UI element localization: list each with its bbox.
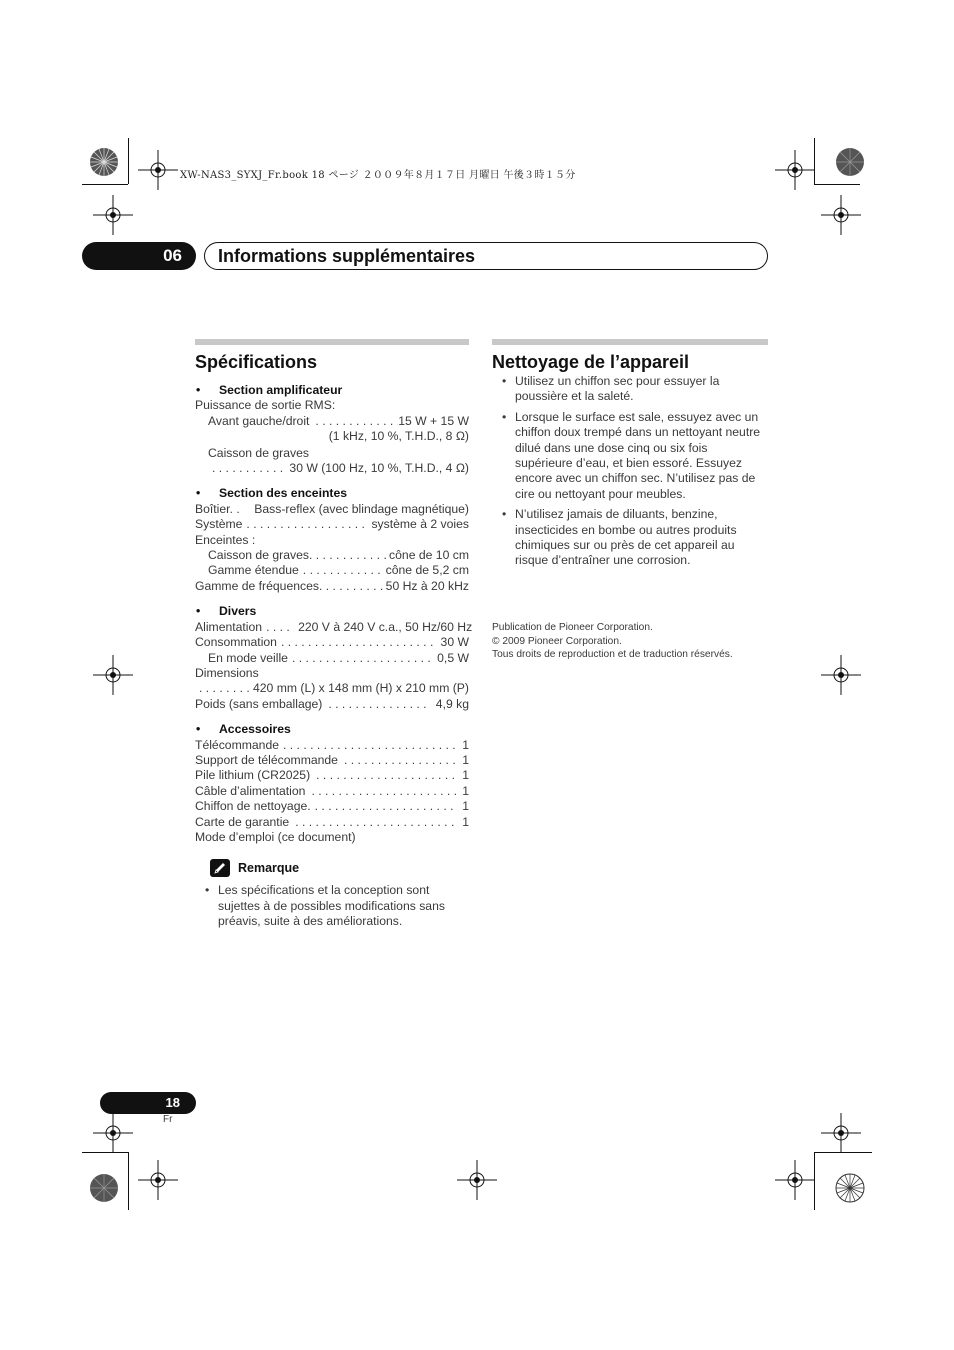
subsection-heading: • Section des enceintes <box>196 486 348 501</box>
publication-line: Publication de Pioneer Corporation. <box>492 622 653 633</box>
rights-line: Tous droits de reproduction et de traduction réservés. <box>492 649 733 661</box>
list-item: • N’utilisez jamais de diluants, benzine, insecticides en bombe ou autres produits chimiques sur ou près de cet appareil au risque d’entraîner une corrosion. <box>492 507 768 569</box>
specs-body <box>195 383 473 930</box>
spec-row: Télécommande . . . 1 <box>195 738 469 753</box>
spec-row: Carte de garantie . . . 1 <box>195 815 469 830</box>
spec-row: Avant gauche/droit . . . 15 W + 15 W <box>195 414 469 429</box>
note-list <box>195 883 469 929</box>
spec-row: Pile lithium (CR2025) . . . 1 <box>195 768 469 783</box>
starburst-mark-icon <box>834 146 866 178</box>
chapter-title: Informations supplémentaires <box>204 242 768 270</box>
spec-row: . . . 30 W (100 Hz, 10 %, T.H.D., 4 Ω) <box>195 461 469 476</box>
spec-line: Dimensions <box>195 665 259 680</box>
cleaning-list <box>492 374 768 569</box>
list-item: • Lorsque le surface est sale, essuyez avec un chiffon doux trempé dans un nettoyant neutre dilué dans une dose cinq ou six fois supérieure d’eau, et bien essoré. Essuyez encore avec un chiffon sec. N’utilisez pas de cire ou nettoyant pour meubles. <box>492 410 768 502</box>
spec-row: En mode veille . . . 0,5 W <box>195 651 469 666</box>
page-number: 18 <box>100 1092 196 1114</box>
starburst-mark-icon <box>88 146 120 178</box>
starburst-mark-icon <box>834 1172 866 1204</box>
book-header: XW-NAS3_SYXJ_Fr.book 18 ページ ２００９年８月１７日 月曜日 午後３時１５分 <box>180 170 576 181</box>
spec-row: Support de télécommande . . . 1 <box>195 753 469 768</box>
spec-row: . . . 420 mm (L) x 148 mm (H) x 210 mm (P) <box>195 681 469 696</box>
language-code: Fr <box>163 1114 173 1125</box>
section-title: Nettoyage de l’appareil <box>492 352 690 372</box>
spec-line: Puissance de sortie RMS: <box>195 398 336 413</box>
list-item: • Les spécifications et la conception sont sujettes à de possibles modifications sans préavis, suite à des améliorations. <box>195 883 469 929</box>
registration-mark-icon <box>775 1160 815 1200</box>
chapter-number: 06 <box>82 242 196 270</box>
registration-mark-icon <box>93 1113 133 1153</box>
spec-row: Caisson de graves . . . cône de 10 cm <box>195 548 469 563</box>
spec-line: Enceintes : <box>195 532 256 547</box>
registration-mark-icon <box>138 1160 178 1200</box>
spec-row: Chiffon de nettoyage. . . . 1 <box>195 799 469 814</box>
spec-line: (1 kHz, 10 %, T.H.D., 8 Ω) <box>328 429 469 444</box>
note-block <box>195 859 469 929</box>
subsection-heading: • Divers <box>196 604 257 619</box>
registration-mark-icon <box>138 150 178 190</box>
subsection-heading: • Accessoires <box>196 722 291 737</box>
section-bar <box>195 339 469 345</box>
copyright-line: © 2009 Pioneer Corporation. <box>492 635 622 647</box>
publication-info <box>492 621 792 662</box>
subsection-heading: • Section amplificateur <box>196 383 343 397</box>
registration-mark-icon <box>457 1160 497 1200</box>
section-title: Spécifications <box>195 352 318 372</box>
spec-row: Câble d’alimentation . . . 1 <box>195 784 469 799</box>
starburst-mark-icon <box>88 1172 120 1204</box>
pencil-icon <box>210 859 230 877</box>
section-bar <box>492 339 768 345</box>
registration-mark-icon <box>775 150 815 190</box>
registration-mark-icon <box>821 655 861 695</box>
spec-row: Poids (sans emballage) . . . 4,9 kg <box>195 697 469 712</box>
specifications-section <box>195 339 473 935</box>
spec-line: Mode d’emploi (ce document) <box>195 829 356 844</box>
registration-mark-icon <box>821 195 861 235</box>
registration-mark-icon <box>821 1113 861 1153</box>
spec-row: Alimentation . . . 220 V à 240 V c.a., 50 Hz/60 Hz <box>195 620 469 635</box>
list-item: • Utilisez un chiffon sec pour essuyer la poussière et la saleté. <box>492 374 768 405</box>
cleaning-section <box>492 339 768 574</box>
spec-row: Gamme étendue . . . cône de 5,2 cm <box>195 563 469 578</box>
spec-line: Caisson de graves <box>208 445 309 460</box>
note-heading: Remarque <box>210 859 469 877</box>
spec-row: Système . . . système à 2 voies <box>195 517 469 532</box>
spec-row: Boîtier. . Bass-reflex (avec blindage magnétique) <box>195 501 469 516</box>
spec-row: Consommation . . . 30 W <box>195 635 469 650</box>
registration-mark-icon <box>93 655 133 695</box>
registration-mark-icon <box>93 195 133 235</box>
spec-row: Gamme de fréquences . . . 50 Hz à 20 kHz <box>195 579 469 594</box>
